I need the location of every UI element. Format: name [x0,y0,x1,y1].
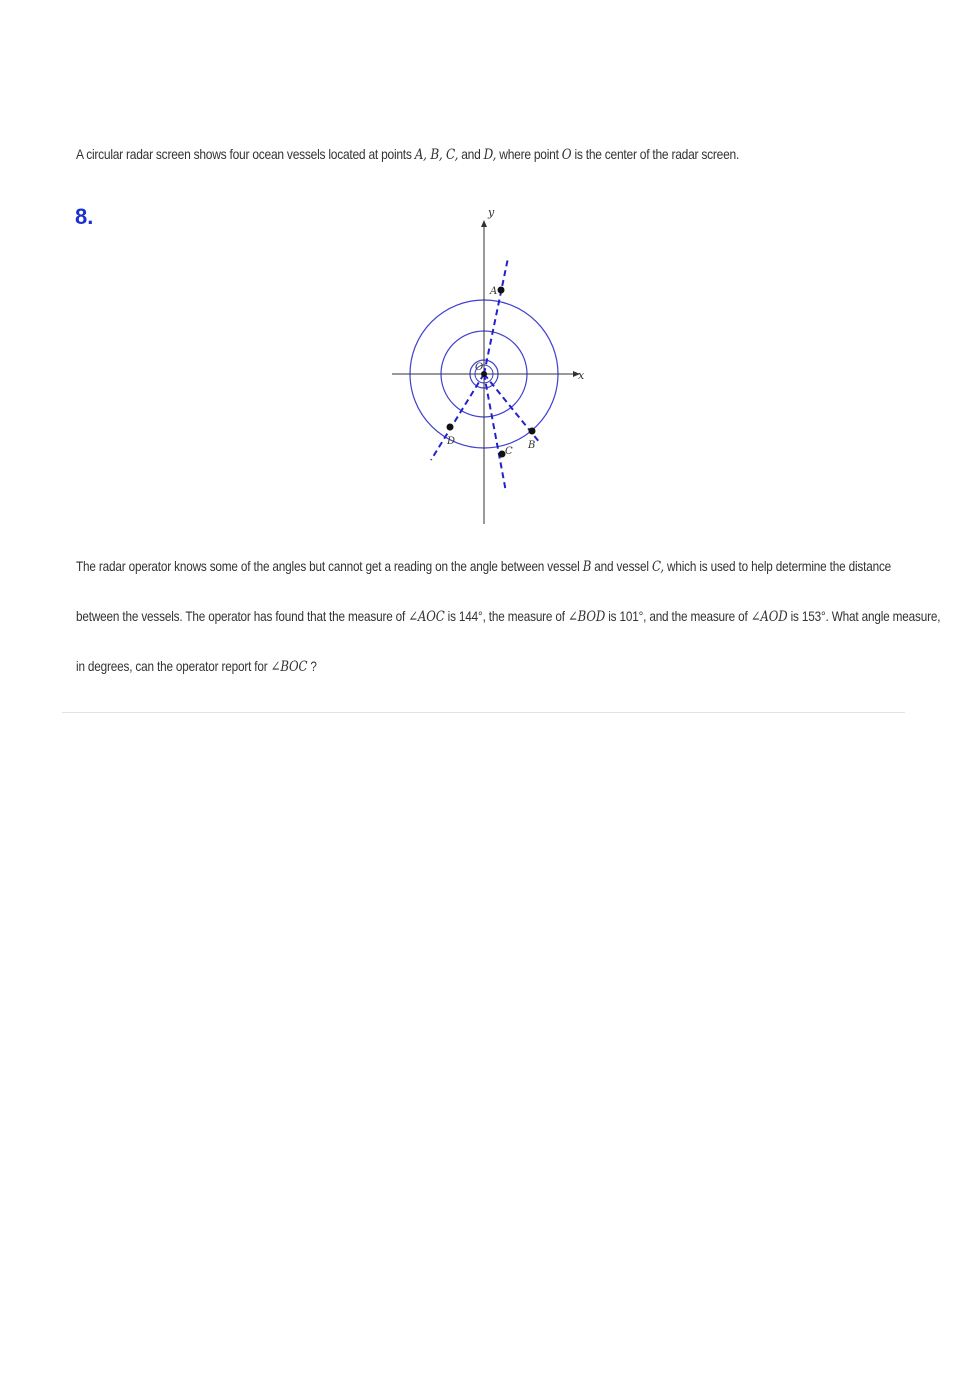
point-B [529,428,536,435]
label-C: C [505,446,513,457]
label-O: O [475,362,484,373]
text-part: , the measure of [482,608,568,624]
text-part: between the vessels. The operator has found that the measure of [76,608,409,624]
label-A: A [490,286,498,297]
y-axis-label: y [488,206,495,219]
text-part: . What angle measure, [825,608,941,624]
angle-AOD: ∠AOD [750,609,788,625]
text-part: is [605,608,620,624]
paragraph-line-3 [76,658,317,675]
intro-var: O [561,147,572,163]
text-part: which is used to help determine the distance [663,558,892,574]
text-part: , and the measure of [643,608,751,624]
question-number: 8. [75,204,94,229]
text-part: ? [307,658,317,674]
intro-part: A circular radar screen shows four ocean vessels located at points [76,146,415,162]
text-part: is [444,608,459,624]
intro-part: is the center of the radar screen. [571,146,740,162]
point-A [498,287,505,294]
text-part: is [787,608,802,624]
label-D: D [447,436,456,447]
angle-value: 144° [458,608,483,624]
point-D [447,424,454,431]
radar-figure [380,200,600,530]
angle-value: 101° [619,608,644,624]
divider [62,712,905,713]
intro-var: D, [483,147,497,163]
angle-BOC: ∠BOC [270,659,308,675]
ray-OA [484,258,508,374]
intro-text [76,146,816,163]
radar-diagram [380,200,600,530]
text-part: and vessel [591,558,652,574]
label-B: B [528,440,536,451]
text-var: B [582,559,592,575]
intro-var: A, B, C, [414,147,459,163]
text-var: C, [651,559,664,575]
angle-AOC: ∠AOC [408,609,445,625]
intro-part: and [458,146,484,162]
text-part: in degrees, can the operator report for [76,658,271,674]
x-axis-label: x [578,369,585,382]
y-axis-arrow [481,220,487,227]
paragraph-line-1 [76,558,891,575]
paragraph-line-2 [76,608,940,625]
intro-part: where point [496,146,562,162]
text-part: The radar operator knows some of the angles but cannot get a reading on the angle between vessel [76,558,583,574]
angle-value: 153° [801,608,826,624]
ray-OC [484,374,506,492]
angle-BOD: ∠BOD [567,609,606,625]
